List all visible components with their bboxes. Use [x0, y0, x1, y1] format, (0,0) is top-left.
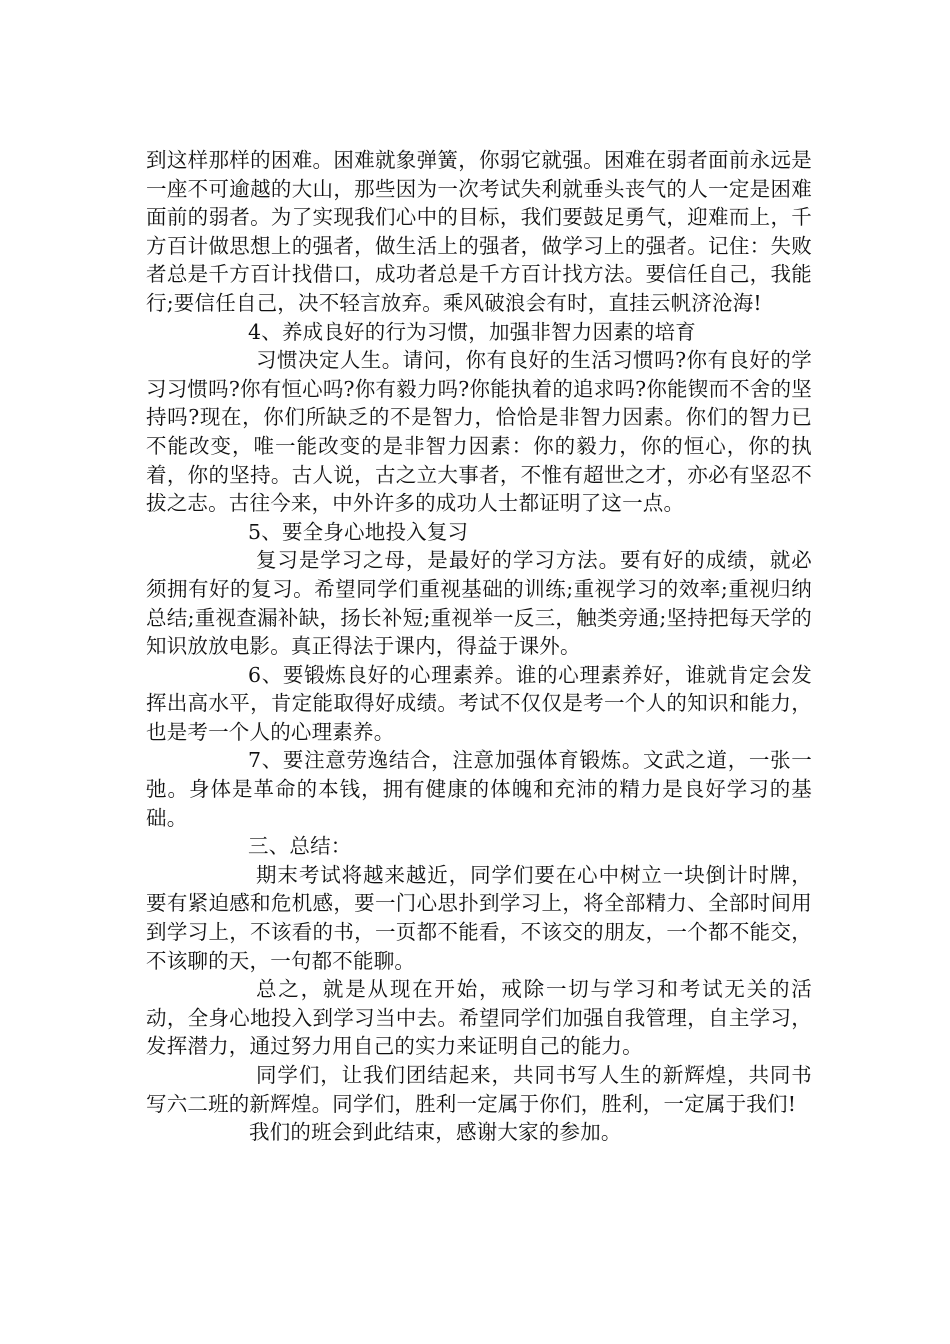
heading-summary: 三、总结： — [248, 834, 352, 859]
paragraph-conclusion: 总之，就是从现在开始，戒除一切与学习和考试无关的活动，全身心地投入到学习当中去。希望同学们加强自我管理，自主学习，发挥潜力，通过努力用自己的实力来证明自己的能力。 — [146, 977, 812, 1059]
document-body — [146, 146, 812, 1147]
paragraph-unity: 同学们，让我们团结起来，共同书写人生的新辉煌，共同书写六二班的新辉煌。同学们，胜利一定属于你们，胜利，一定属于我们! — [146, 1063, 812, 1116]
paragraph-difficulty: 到这样那样的困难。困难就象弹簧，你弱它就强。困难在弱者面前永远是一座不可逾越的大山，那些因为一次考试失利就垂头丧气的人一定是困难面前的弱者。为了实现我们心中的目标，我们要鼓足勇气，迎难而上，千方百计做思想上的强者，做生活上的强者，做学习上的强者。记住：失败者总是千方百计找借口，成功者总是千方百计找方法。要信任自己，我能行;要信任自己，决不轻言放弃。乘风破浪会有时，直挂云帆济沧海! — [146, 148, 812, 315]
paragraph-closing: 我们的班会到此结束，感谢大家的参加。 — [249, 1120, 622, 1145]
paragraph-psychology: 6、要锻炼良好的心理素养。谁的心理素养好，谁就肯定会发挥出高水平，肯定能取得好成绩。考试不仅仅是考一个人的知识和能力，也是考一个人的心理素养。 — [146, 662, 812, 744]
heading-habits: 4、养成良好的行为习惯，加强非智力因素的培育 — [248, 319, 696, 344]
paragraph-exam-countdown: 期末考试将越来越近，同学们要在心中树立一块倒计时牌，要有紧迫感和危机感，要一门心思扑到学习上，将全部精力、全部时间用到学习上，不该看的书，一页都不能看，不该交的朋友，一个都不能交，不该聊的天，一句都不能聊。 — [146, 862, 812, 973]
heading-review: 5、要全身心地投入复习 — [248, 519, 469, 544]
paragraph-review: 复习是学习之母，是最好的学习方法。要有好的成绩，就必须拥有好的复习。希望同学们重视基础的训练;重视学习的效率;重视归纳总结;重视查漏补缺，扬长补短;重视举一反三，触类旁通;坚持把每天学的知识放放电影。真正得法于课内，得益于课外。 — [146, 548, 812, 659]
paragraph-habits: 习惯决定人生。请问，你有良好的生活习惯吗?你有良好的学习习惯吗?你有恒心吗?你有毅力吗?你能执着的追求吗?你能锲而不舍的坚持吗?现在，你们所缺乏的不是智力，恰恰是非智力因素。你们的智力已不能改变，唯一能改变的是非智力因素：你的毅力，你的恒心，你的执着，你的坚持。古人说，古之立大事者，不惟有超世之才，亦必有坚忍不拔之志。古往今来，中外许多的成功人士都证明了这一点。 — [146, 348, 812, 516]
paragraph-exercise: 7、要注意劳逸结合，注意加强体育锻炼。文武之道，一张一弛。身体是革命的本钱，拥有健康的体魄和充沛的精力是良好学习的基础。 — [146, 748, 812, 830]
